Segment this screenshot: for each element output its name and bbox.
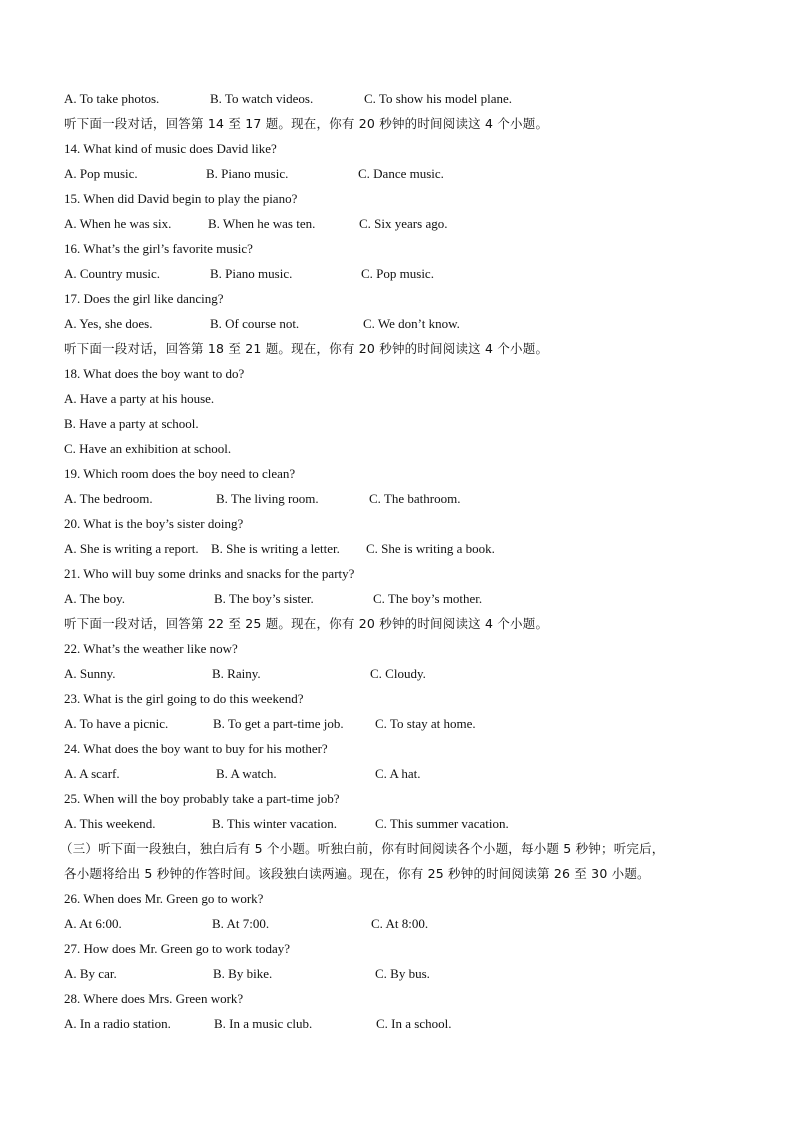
option-b: B. Rainy. [212,666,261,681]
option-c: C. Dance music. [358,166,444,181]
question-21: 21. Who will buy some drinks and snacks for the party? [64,566,355,581]
option-c: C. Six years ago. [359,216,448,231]
option-c: C. To show his model plane. [364,91,512,106]
option-c: C. Cloudy. [370,666,426,681]
option-c: C. She is writing a book. [366,541,495,556]
question-22: 22. What’s the weather like now? [64,641,238,656]
option-c: C. We don’t know. [363,316,460,331]
section-instruction: 听下面一段对话，回答第 22 至 25 题。现在，你有 20 秒钟的时间阅读这 4 个小题。 [64,616,549,631]
option-c: C. The boy’s mother. [373,591,483,606]
question-20: 20. What is the boy’s sister doing? [64,516,244,531]
option-c: C. To stay at home. [375,716,476,731]
option-a: A. In a radio station. [64,1016,171,1031]
option-a: A. Sunny. [64,666,116,681]
question-28: 28. Where does Mrs. Green work? [64,991,244,1006]
question-23: 23. What is the girl going to do this weekend? [64,691,304,706]
option-a: A. This weekend. [64,816,156,831]
question-19: 19. Which room does the boy need to clean? [64,466,296,481]
question-16: 16. What’s the girl’s favorite music? [64,241,253,256]
option-a: A. Country music. [64,266,161,281]
option-a: A. The boy. [64,591,126,606]
option-a: A. At 6:00. [64,916,122,931]
question-14: 14. What kind of music does David like? [64,141,277,156]
section-instruction-continued: 各小题将给出 5 秒钟的作答时间。该段独白读两遍。现在，你有 25 秒钟的时间阅读第 26 至 30 小题。 [64,866,650,881]
option-b: B. She is writing a letter. [211,541,340,556]
option-b: B. At 7:00. [212,916,270,931]
option-a: A. To take photos. [64,91,160,106]
option-b: B. Piano music. [206,166,289,181]
option-c: C. Pop music. [361,266,434,281]
option-b: B. The living room. [216,491,319,506]
option-b: B. When he was ten. [208,216,316,231]
option-b: B. To watch videos. [210,91,314,106]
question-18: 18. What does the boy want to do? [64,366,245,381]
option-b: B. This winter vacation. [212,816,338,831]
question-26: 26. When does Mr. Green go to work? [64,891,264,906]
option-a: A. She is writing a report. [64,541,199,556]
option-a: A. Pop music. [64,166,138,181]
option-c: C. Have an exhibition at school. [64,441,232,456]
option-b: B. By bike. [213,966,273,981]
question-27: 27. How does Mr. Green go to work today? [64,941,291,956]
option-a: A. To have a picnic. [64,716,169,731]
question-17: 17. Does the girl like dancing? [64,291,224,306]
option-c: C. At 8:00. [371,916,429,931]
option-b: B. To get a part-time job. [213,716,344,731]
option-a: A. Yes, she does. [64,316,153,331]
option-c: C. A hat. [375,766,421,781]
option-a: A. By car. [64,966,117,981]
section-instruction: （三）听下面一段独白，独白后有 5 个小题。听独白前，你有时间阅读各个小题，每小题 5 秒钟；听完后， [60,841,665,856]
option-c: C. In a school. [376,1016,452,1031]
option-c: C. The bathroom. [369,491,461,506]
option-a: A. When he was six. [64,216,172,231]
question-25: 25. When will the boy probably take a part-time job? [64,791,340,806]
option-b: B. A watch. [216,766,277,781]
option-b: B. In a music club. [214,1016,313,1031]
option-a: A. The bedroom. [64,491,153,506]
section-instruction: 听下面一段对话，回答第 14 至 17 题。现在，你有 20 秒钟的时间阅读这 4 个小题。 [64,116,549,131]
option-c: C. By bus. [375,966,430,981]
section-instruction: 听下面一段对话，回答第 18 至 21 题。现在，你有 20 秒钟的时间阅读这 4 个小题。 [64,341,549,356]
option-a: A. Have a party at his house. [64,391,215,406]
option-c: C. This summer vacation. [375,816,509,831]
option-b: B. Have a party at school. [64,416,199,431]
option-b: B. The boy’s sister. [214,591,314,606]
option-b: B. Piano music. [210,266,293,281]
question-15: 15. When did David begin to play the piano? [64,191,298,206]
option-b: B. Of course not. [210,316,300,331]
question-24: 24. What does the boy want to buy for his mother? [64,741,328,756]
option-a: A. A scarf. [64,766,120,781]
